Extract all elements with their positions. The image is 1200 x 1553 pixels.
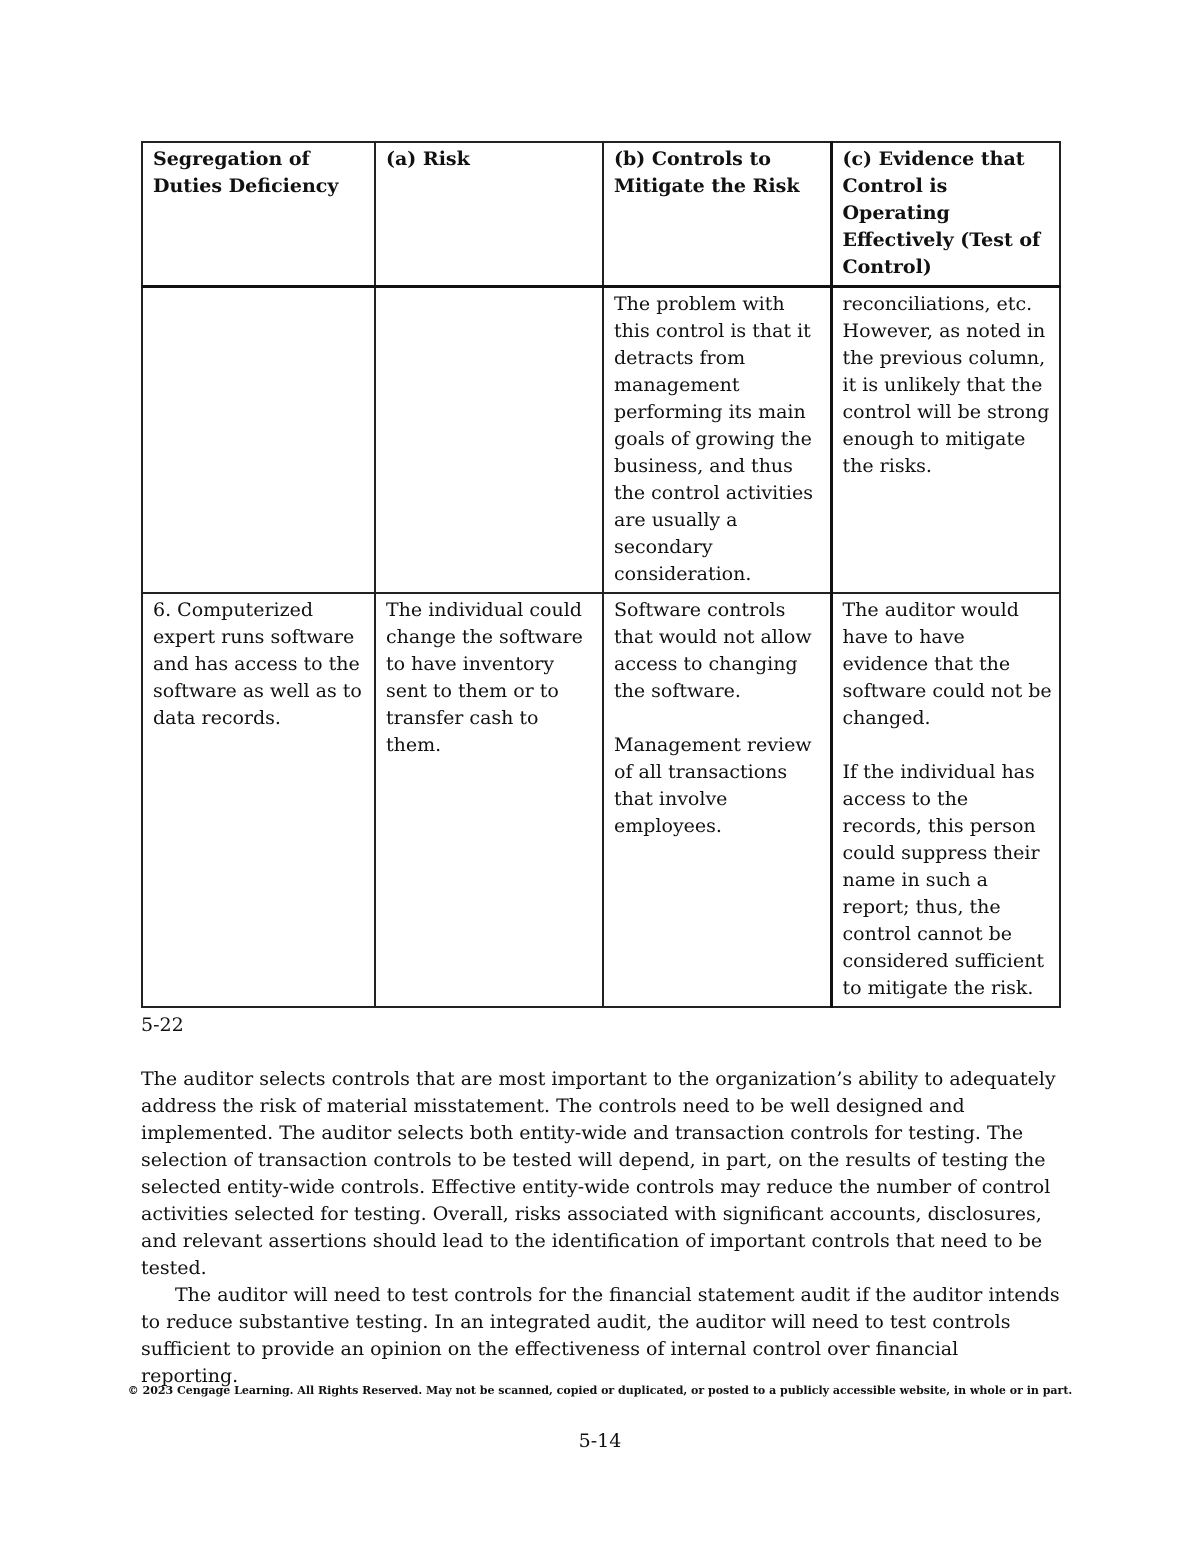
row2-controls-para-2: Management review of all transactions that involve employees. [614, 734, 812, 837]
row2-risk-cell: The individual could change the software to have inventory sent to them or to transfer cash to them. [375, 593, 603, 1007]
table-header-row [142, 142, 1060, 287]
header-deficiency: Segregation of Duties Deficiency [142, 142, 375, 287]
header-evidence: (c) Evidence that Control is Operating Effectively (Test of Control) [831, 142, 1060, 287]
row2-evidence-para-2: If the individual has access to the records, this person could suppress their name in such a report; thus, the control cannot be considered sufficient to mitigate the risk. [842, 761, 1044, 999]
paragraph: The auditor will need to test controls for the financial statement audit if the auditor intends to reduce substantive testing. In an integrated audit, the auditor will need to test controls sufficient to provide an opinion on the effectiveness of internal control over financial reporting. [141, 1284, 1060, 1387]
segregation-of-duties-table [141, 141, 1061, 1008]
header-risk: (a) Risk [375, 142, 603, 287]
row1-controls-cell: The problem with this control is that it detracts from management performing its main goals of growing the business, and thus the control activities are usually a secondary consideration. [603, 287, 831, 594]
row1-evidence-cell: reconciliations, etc. However, as noted in the previous column, it is unlikely that the control will be strong enough to mitigate the risks. [831, 287, 1060, 594]
row2-evidence-cell [831, 593, 1060, 1007]
row2-evidence-para-1: The auditor would have to have evidence that the software could not be changed. [842, 599, 1052, 729]
row2-deficiency-cell: 6. Computerized expert runs software and has access to the software as well as to data records. [142, 593, 375, 1007]
table-row [142, 593, 1060, 1007]
copyright-notice: © 2023 Cengage Learning. All Rights Reserved. May not be scanned, copied or duplicated, or posted to a publicly accessible website, in whole or in part. [127, 1384, 1073, 1397]
row2-controls-cell [603, 593, 831, 1007]
row1-risk-cell [375, 287, 603, 594]
section-number: 5-22 [141, 1014, 184, 1036]
row2-controls-para-1: Software controls that would not allow access to changing the software. [614, 599, 812, 702]
paragraph: The auditor selects controls that are most important to the organization’s ability to adequately address the risk of material misstatement. The controls need to be well designed and implemented. The auditor selects both entity-wide and transaction controls for testing. The selection of transaction controls to be tested will depend, in part, on the results of testing the selected entity-wide controls. Effective entity-wide controls may reduce the number of control activities selected for testing. Overall, risks associated with significant accounts, disclosures, and relevant assertions should lead to the identification of important controls that need to be tested. [141, 1068, 1056, 1279]
body-text [141, 1066, 1061, 1390]
table-row [142, 287, 1060, 594]
row1-deficiency-cell [142, 287, 375, 594]
page-number: 5-14 [578, 1430, 622, 1452]
header-controls: (b) Controls to Mitigate the Risk [603, 142, 831, 287]
